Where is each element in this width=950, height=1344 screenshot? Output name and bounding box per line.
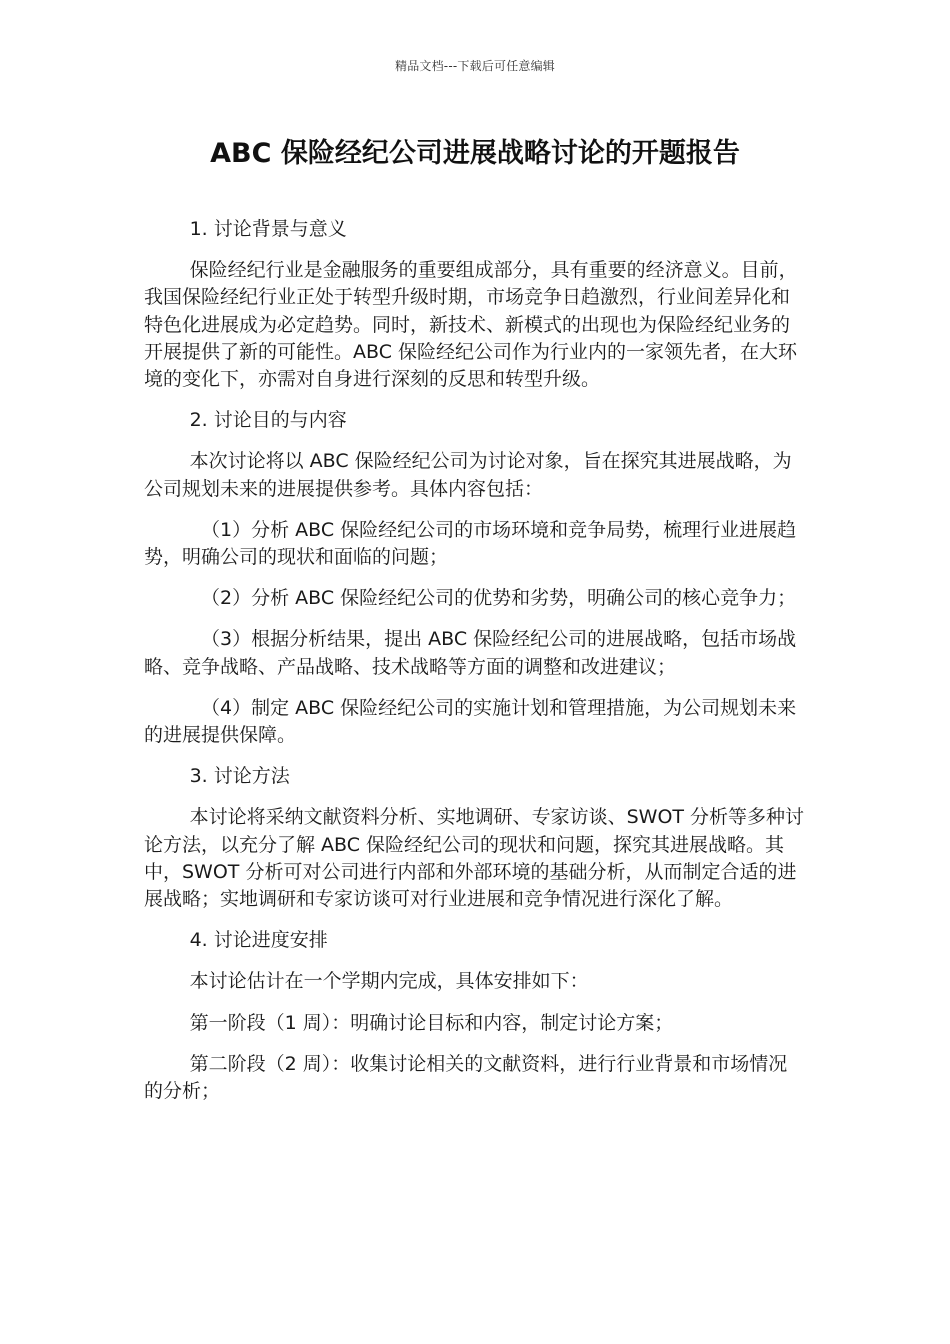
section-1-paragraph: 保险经纪行业是金融服务的重要组成部分，具有重要的经济意义。目前，我国保险经纪行业正处于转型升级时期，市场竞争日趋激烈，行业间差异化和特色化进展成为必定趋势。同时，新技术、新模式的出现也为保险经纪业务的开展提供了新的可能性。ABC 保险经纪公司作为行业内的一家领先者，在大环境的变化下，亦需对自身进行深刻的反思和转型升级。 (144, 259, 798, 391)
document-title: ABC 保险经纪公司进展战略讨论的开题报告 (210, 138, 740, 169)
section-2-heading: 2. 讨论目的与内容 (189, 409, 347, 432)
section-3-heading: 3. 讨论方法 (189, 765, 290, 788)
header-note: 精品文档---下载后可任意编辑 (395, 59, 555, 73)
section-1-heading: 1. 讨论背景与意义 (189, 218, 347, 240)
section-2-item-3: （3）根据分析结果，提出 ABC 保险经纪公司的进展战略，包括市场战略、竞争战略、产品战略、技术战略等方面的调整和改进建议； (144, 628, 797, 678)
section-2-paragraph: 本次讨论将以 ABC 保险经纪公司为讨论对象，旨在探究其进展战略，为公司规划未来的进展提供参考。具体内容包括： (144, 450, 792, 500)
section-4-paragraph: 本讨论估计在一个学期内完成，具体安排如下： (189, 970, 589, 993)
section-2-item-2: （2）分析 ABC 保险经纪公司的优势和劣势，明确公司的核心竞争力； (201, 587, 797, 610)
section-3-paragraph: 本讨论将采纳文献资料分析、实地调研、专家访谈、SWOT 分析等多种讨论方法，以充分了解 ABC 保险经纪公司的现状和问题，探究其进展战略。其中，SWOT 分析可对公司进行内部和外部环境的基础分析，从而制定合适的进展战略；实地调研和专家访谈可对行业进展和竞争情况进行深化了解。 (144, 806, 805, 911)
section-2-item-4: （4）制定 ABC 保险经纪公司的实施计划和管理措施，为公司规划未来的进展提供保障。 (144, 696, 797, 747)
document-body (144, 216, 806, 1119)
section-4-item-2: 第二阶段（2 周）：收集讨论相关的文献资料，进行行业背景和市场情况的分析； (144, 1052, 788, 1103)
section-4-heading: 4. 讨论进度安排 (189, 929, 328, 952)
section-4-item-1: 第一阶段（1 周）：明确讨论目标和内容，制定讨论方案； (189, 1011, 674, 1034)
section-2-item-1: （1）分析 ABC 保险经纪公司的市场环境和竞争局势，梳理行业进展趋势，明确公司的现状和面临的问题； (144, 518, 797, 569)
